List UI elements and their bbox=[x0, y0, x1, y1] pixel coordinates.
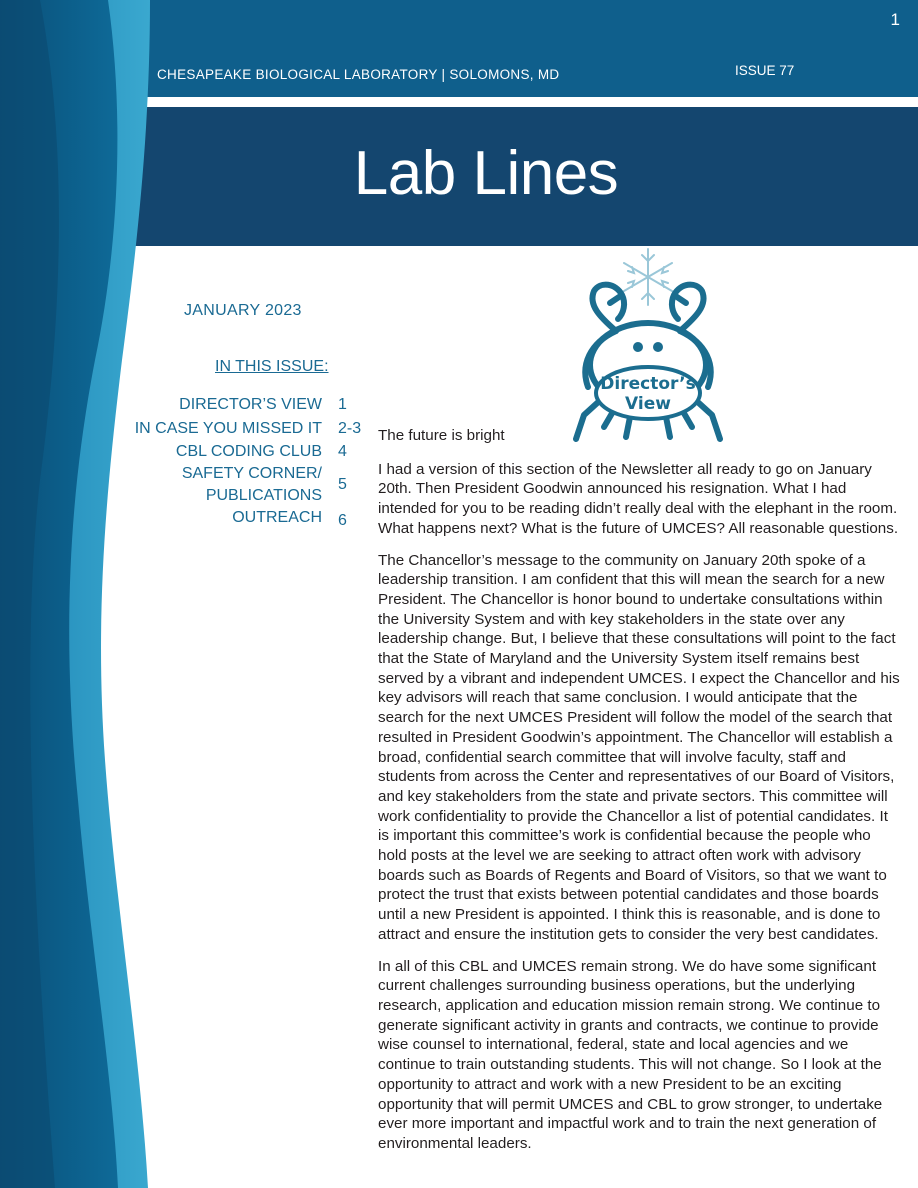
organization-line: CHESAPEAKE BIOLOGICAL LABORATORY | SOLOMONS, MD bbox=[157, 67, 560, 82]
newsletter-title: Lab Lines bbox=[353, 139, 619, 208]
crab-snowflake-icon bbox=[560, 247, 736, 449]
directors-view-article bbox=[378, 426, 900, 1166]
logo-text-line2: View bbox=[625, 394, 671, 414]
toc-item-page: 2-3 bbox=[338, 420, 362, 437]
page-number: 1 bbox=[890, 10, 900, 29]
article-paragraph-3: In all of this CBL and UMCES remain strong. We do have some significant current challenges surrounding business operations, but the underlying research, application and education mission remain strong. We continue to generate significant activity in grants and contracts, we continue to provide wise counsel to international, federal, state and local agencies and we continue to train outstanding students. This will not change. So I look at the opportunity to attract and work with a new President to be an exciting opportunity that will permit UMCES and CBL to grow stronger, to undertake ever more important and impactful work and to train the next generation of environmental leaders. bbox=[378, 957, 883, 1152]
toc-item-label: CBL CODING CLUB bbox=[175, 443, 322, 460]
toc-item-label-line1: SAFETY CORNER/ bbox=[181, 465, 322, 482]
logo-text-line1: Director’s bbox=[600, 374, 696, 394]
toc-item-label-line2: PUBLICATIONS bbox=[205, 487, 322, 504]
toc-item-page: 4 bbox=[338, 443, 347, 460]
toc-item-label: OUTREACH bbox=[232, 509, 322, 526]
side-wave-decoration bbox=[0, 0, 160, 1188]
article-paragraph-1: I had a version of this section of the Newsletter all ready to go on January 20th. Then President Goodwin announced his resignation. What I had intended for you to be reading didn’t really deal with the elephant in the room. What happens next? What is the future of UMCES? All reasonable questions. bbox=[378, 460, 899, 537]
article-lead: The future is bright bbox=[378, 427, 505, 444]
toc-heading: IN THIS ISSUE: bbox=[215, 358, 329, 375]
toc-item-directors-view[interactable] bbox=[0, 394, 918, 416]
snowflake-icon bbox=[624, 249, 672, 305]
toc-item-label: DIRECTOR’S VIEW bbox=[179, 396, 322, 413]
toc-item-label: IN CASE YOU MISSED IT bbox=[134, 420, 322, 437]
toc-item-page: 5 bbox=[338, 476, 347, 493]
toc-item-page: 6 bbox=[338, 512, 347, 529]
issue-number: ISSUE 77 bbox=[735, 63, 795, 78]
toc-item-page: 1 bbox=[338, 396, 347, 413]
issue-date: JANUARY 2023 bbox=[184, 302, 302, 319]
article-paragraph-2: The Chancellor’s message to the community on January 20th spoke of a leadership transition. I am confident that this will mean the search for a new President. The Chancellor is honor bound to undertake consultations within the University System and with key stakeholders in the state over any leadership change. But, I believe that these consultations will point to the fact that the State of Maryland and the University System itself remains best served by a vibrant and independent UMCES. I expect the Chancellor and his key advisors will reach that same conclusion. I would anticipate that the search for the next UMCES President will follow the model of the search that resulted in President Goodwin’s appointment. The Chancellor will establish a broad, confidential search committee that will involve faculty, staff and students from across the Center and representatives of our Board of Visitors, and key stakeholders from the state and private sectors. This committee will work confidentiality to provide the Chancellor a list of potential candidates. It is important this committee’s work is confidential because the people who hold posts at the level we are seeking to attract often work with advisory boards such as Boards of Regents and Board of Visitors, so that we want to protect the trust that exists between potential candidates and those boards until a new President is appointed. I think this is reasonable, and is done to attract and ensure the institution gets to consider the very best candidates. bbox=[378, 551, 900, 943]
